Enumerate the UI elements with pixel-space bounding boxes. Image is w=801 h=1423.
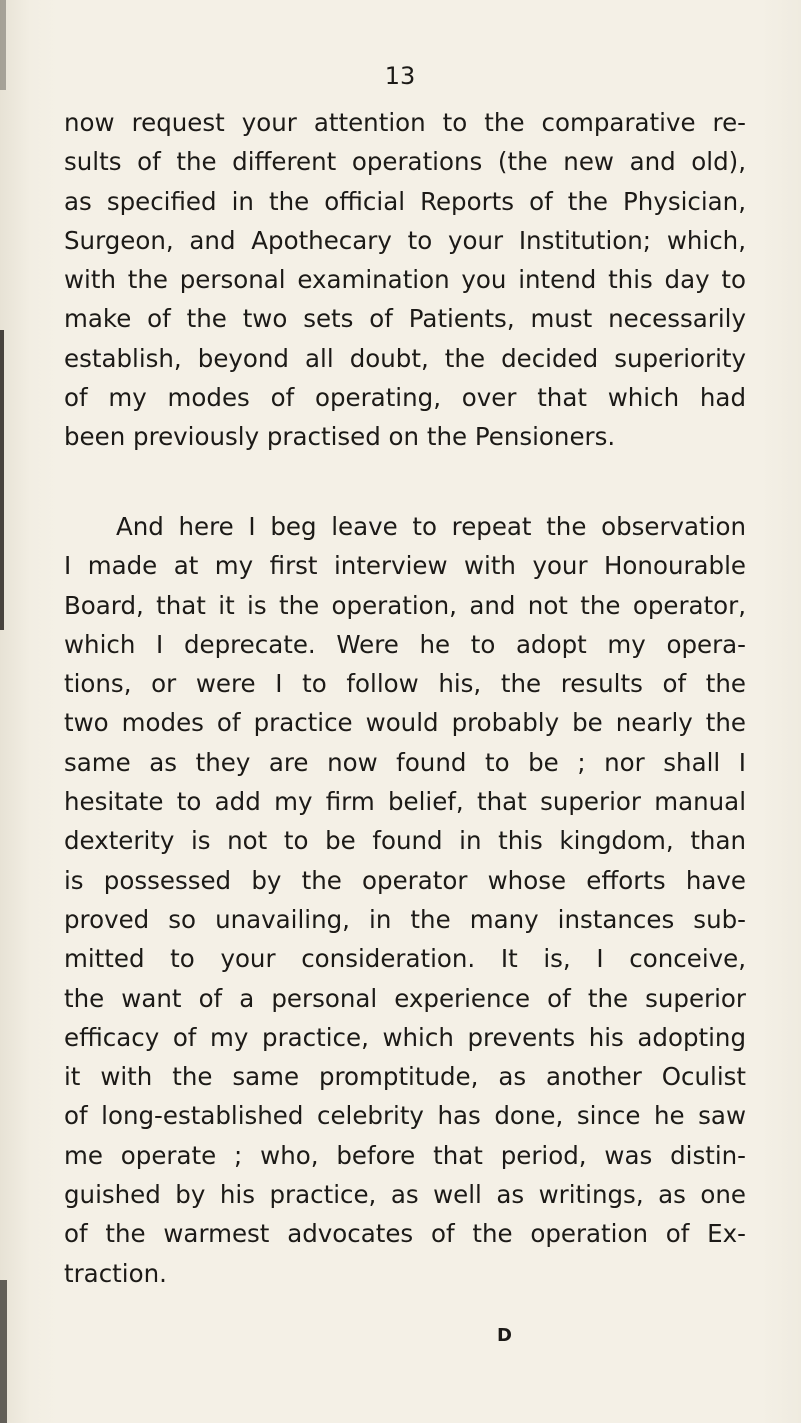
signature-mark: D <box>497 1325 512 1346</box>
text-line: hesitate to add my firm belief, that superior manual <box>64 787 746 817</box>
text-line: of the warmest advocates of the operation of Ex- <box>64 1219 746 1249</box>
text-line: of long-established celebrity has done, since he saw <box>64 1101 746 1131</box>
text-line: traction. <box>64 1258 167 1288</box>
text-line: mitted to your consideration. It is, I conceive, <box>64 944 746 974</box>
text-line: I made at my first interview with your Honourable <box>64 551 746 581</box>
text-line: two modes of practice would probably be nearly the <box>64 708 746 738</box>
text-line: me operate ; who, before that period, was distin- <box>64 1140 746 1170</box>
text-line: dexterity is not to be found in this kingdom, than <box>64 826 746 856</box>
text-line: with the personal examination you intend this day to <box>64 265 746 295</box>
page-edge-mark-bottom <box>0 1280 7 1423</box>
paragraph-2 <box>64 507 746 1293</box>
text-line: Board, that it is the operation, and not the operator, <box>64 590 746 620</box>
text-line: And here I beg leave to repeat the observation <box>116 512 746 541</box>
text-line: Surgeon, and Apothecary to your Institution; which, <box>64 225 746 255</box>
text-line: guished by his practice, as well as writings, as one <box>64 1180 746 1210</box>
page-edge-mark <box>0 330 4 630</box>
text-line: now request your attention to the comparative re- <box>64 108 746 137</box>
text-line: sults of the different operations (the new and old), <box>64 147 746 177</box>
text-line: is possessed by the operator whose efforts have <box>64 865 746 895</box>
text-line: it with the same promptitude, as another Oculist <box>64 1062 746 1092</box>
text-line: been previously practised on the Pensioners. <box>64 422 616 452</box>
text-line: make of the two sets of Patients, must necessarily <box>64 304 746 334</box>
text-line: of my modes of operating, over that which had <box>64 383 746 413</box>
text-line: proved so unavailing, in the many instances sub- <box>64 904 746 934</box>
text-line: same as they are now found to be ; nor shall I <box>64 747 746 777</box>
text-line: establish, beyond all doubt, the decided superiority <box>64 343 746 373</box>
paragraph-1 <box>64 103 746 457</box>
page-number: 13 <box>384 62 416 90</box>
text-line: the want of a personal experience of the superior <box>64 983 746 1013</box>
text-line: efficacy of my practice, which prevents his adopting <box>64 1022 746 1052</box>
text-line: as specified in the official Reports of the Physician, <box>64 186 746 216</box>
text-line: which I deprecate. Were he to adopt my opera- <box>64 629 746 659</box>
page-edge-shadow <box>0 0 6 90</box>
text-line: tions, or were I to follow his, the results of the <box>64 669 746 699</box>
